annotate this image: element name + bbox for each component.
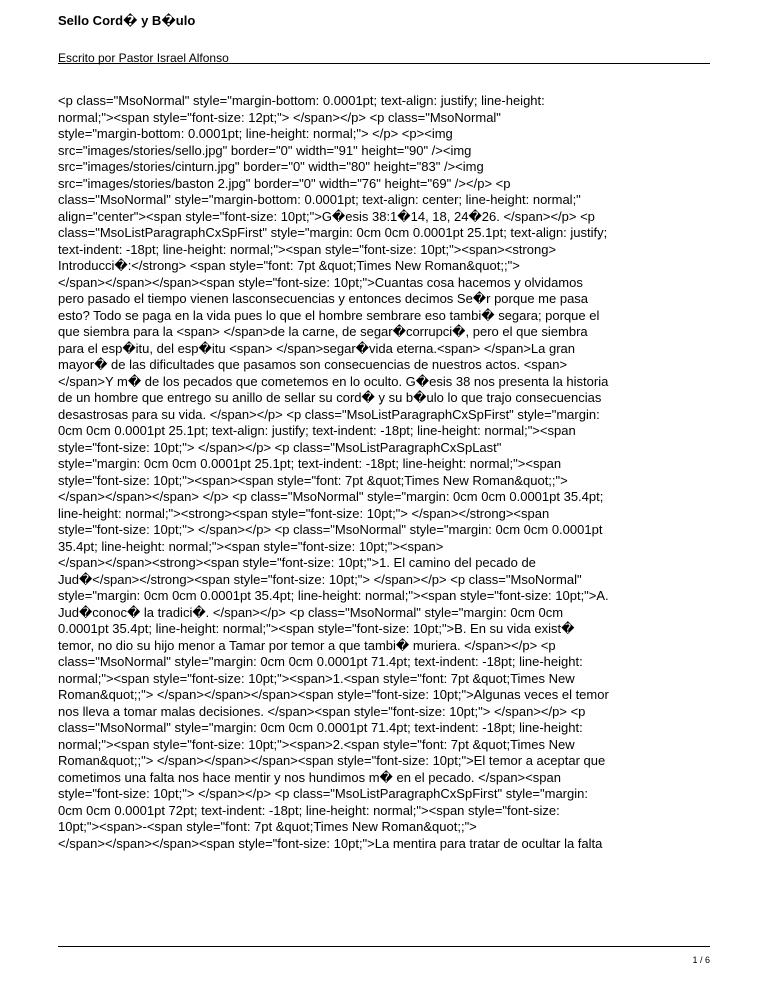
body-text-line: </span></span><strong><span style="font-size: 10pt;">1. El camino del pecado de xyxy=(58,555,536,570)
body-text-line: style="font-size: 10pt;"> </span></p> <p class="MsoNormal" style="margin: 0cm 0cm 0.0001pt xyxy=(58,522,603,537)
body-text-line: class="MsoNormal" style="margin: 0cm 0cm 0.0001pt 71.4pt; text-indent: -18pt; line-height: xyxy=(58,720,583,735)
body-text-line: para el esp�itu, del esp�itu <span> </span>segar�vida eterna.<span> </span>La gran xyxy=(58,340,576,356)
body-text-line: class="MsoListParagraphCxSpFirst" style="margin: 0cm 0cm 0.0001pt 25.1pt; text-align: justify; xyxy=(58,225,608,240)
body-text-line: </span></span></span> </p> <p class="MsoNormal" style="margin: 0cm 0cm 0.0001pt 35.4pt; xyxy=(58,489,604,504)
body-text-line: 35.4pt; line-height: normal;"><span style="font-size: 10pt;"><span> xyxy=(58,538,444,554)
body-text-line: align="center"><span style="font-size: 10pt;">G�esis 38:1�14, 18, 24�26. </span></p> <p xyxy=(58,208,595,224)
body-text-line: </span>Y m� de los pecados que cometemos en lo oculto. G�esis 38 nos presenta la historia xyxy=(58,373,609,389)
body-text-line: style="margin: 0cm 0cm 0.0001pt 25.1pt; text-indent: -18pt; line-height: normal;"><span xyxy=(58,456,562,471)
body-text-line: 0cm 0cm 0.0001pt 25.1pt; text-align: justify; text-indent: -18pt; line-height: normal;"><span xyxy=(58,423,576,438)
body-text-line: normal;"><span style="font-size: 10pt;"><span>1.<span style="font: 7pt &quot;Times New xyxy=(58,670,575,686)
body-text-line: <p class="MsoNormal" style="margin-bottom: 0.0001pt; text-align: justify; line-height: xyxy=(58,93,545,108)
body-text-line: src="images/stories/cinturn.jpg" border="0" width="80" height="83" /><img xyxy=(58,159,484,174)
body-text-line: Jud�conoc� la tradici�. </span></p> <p class="MsoNormal" style="margin: 0cm 0cm xyxy=(58,604,564,620)
body-text-line: esto? Todo se paga en la vida pues lo que el hombre sembrare eso tambi� segara; porque el xyxy=(58,307,600,323)
body-text-line: Roman&quot;;"> </span></span></span><span style="font-size: 10pt;">El temor a aceptar que xyxy=(58,753,606,768)
body-text-line: style="margin-bottom: 0.0001pt; line-height: normal;"> </p> <p><img xyxy=(58,126,453,141)
body-text-line: que siembra para la <span> </span>de la carne, de segar�corrupci�, pero el que siembra xyxy=(58,324,588,339)
body-text-line: 0cm 0cm 0.0001pt 72pt; text-indent: -18pt; line-height: normal;"><span style="font-size: xyxy=(58,802,560,818)
header-divider xyxy=(58,63,710,64)
body-text-line: line-height: normal;"><strong><span style="font-size: 10pt;"> </span></strong><span xyxy=(58,505,550,521)
body-text-line: nos lleva a tomar malas decisiones. </span><span style="font-size: 10pt;"> </span></p> <p xyxy=(58,703,586,719)
body-text-line: desastrosas para su vida. </span></p> <p class="MsoListParagraphCxSpFirst" style="margin: xyxy=(58,406,600,422)
document-body xyxy=(58,93,710,852)
body-text-line: de un hombre que entrego su anillo de sellar su cord� y su b�ulo lo que trajo consecuencias xyxy=(58,390,602,405)
body-text-line: Jud�</span></strong><span style="font-size: 10pt;"> </span></p> <p class="MsoNormal" xyxy=(58,571,582,587)
body-text-line: normal;"><span style="font-size: 10pt;"><span>2.<span style="font: 7pt &quot;Times New xyxy=(58,736,575,752)
body-text-line: Roman&quot;;"> </span></span></span><span style="font-size: 10pt;">Algunas veces el temor xyxy=(58,687,609,702)
body-text-line: src="images/stories/sello.jpg" border="0" width="91" height="90" /><img xyxy=(58,142,472,158)
body-text-line: cometimos una falta nos hace mentir y nos hundimos m� en el pecado. </span><span xyxy=(58,769,561,785)
page-number: 1 / 6 xyxy=(692,955,710,965)
body-text-line: style="font-size: 10pt;"> </span></p> <p class="MsoListParagraphCxSpFirst" style="margin: xyxy=(58,786,588,801)
body-text-line: class="MsoNormal" style="margin-bottom: 0.0001pt; text-align: center; line-height: normal;" xyxy=(58,192,581,207)
body-text-line: pero pasado el tiempo vienen lasconsecuencias y entonces decimos Se�r porque me pasa xyxy=(58,291,589,306)
body-text-line: 10pt;"><span>-<span style="font: 7pt &quot;Times New Roman&quot;;"> xyxy=(58,819,477,834)
body-text-line: style="font-size: 10pt;"><span><span style="font: 7pt &quot;Times New Roman&quot;;"> xyxy=(58,472,568,488)
body-text-line: mayor� de las dificultades que pasamos son consecuencias de nuestros actos. <span> xyxy=(58,357,568,372)
document-title: Sello Cord� y B�ulo xyxy=(58,13,196,28)
body-text-line: temor, no dio su hijo menor a Tamar por temor a que tambi� muriera. </span></p> <p xyxy=(58,637,556,653)
body-text-line: src="images/stories/baston 2.jpg" border="0" width="76" height="69" /></p> <p xyxy=(58,175,511,191)
body-text-line: class="MsoNormal" style="margin: 0cm 0cm 0.0001pt 71.4pt; text-indent: -18pt; line-height: xyxy=(58,654,583,669)
body-text-line: </span></span></span><span style="font-size: 10pt;">Cuantas cosa hacemos y olvidamos xyxy=(58,274,583,290)
body-text-line: text-indent: -18pt; line-height: normal;"><span style="font-size: 10pt;"><span><strong> xyxy=(58,241,557,257)
body-text-line: style="margin: 0cm 0cm 0.0001pt 35.4pt; line-height: normal;"><span style="font-size: 10pt;">A. xyxy=(58,588,609,603)
body-text-line: normal;"><span style="font-size: 12pt;"> </span></p> <p class="MsoNormal" xyxy=(58,109,501,125)
footer-divider xyxy=(58,946,710,947)
body-text-line: style="font-size: 10pt;"> </span></p> <p class="MsoListParagraphCxSpLast" xyxy=(58,439,502,455)
document-author: Escrito por Pastor Israel Alfonso xyxy=(58,51,229,65)
page-header xyxy=(58,12,710,66)
body-text-line: Introducci�:</strong> <span style="font: 7pt &quot;Times New Roman&quot;;"> xyxy=(58,258,520,273)
body-text-line: </span></span></span><span style="font-size: 10pt;">La mentira para tratar de ocultar la falta xyxy=(58,835,603,851)
body-text-line: 0.0001pt 35.4pt; line-height: normal;"><span style="font-size: 10pt;">B. En su vida exist� xyxy=(58,621,575,636)
